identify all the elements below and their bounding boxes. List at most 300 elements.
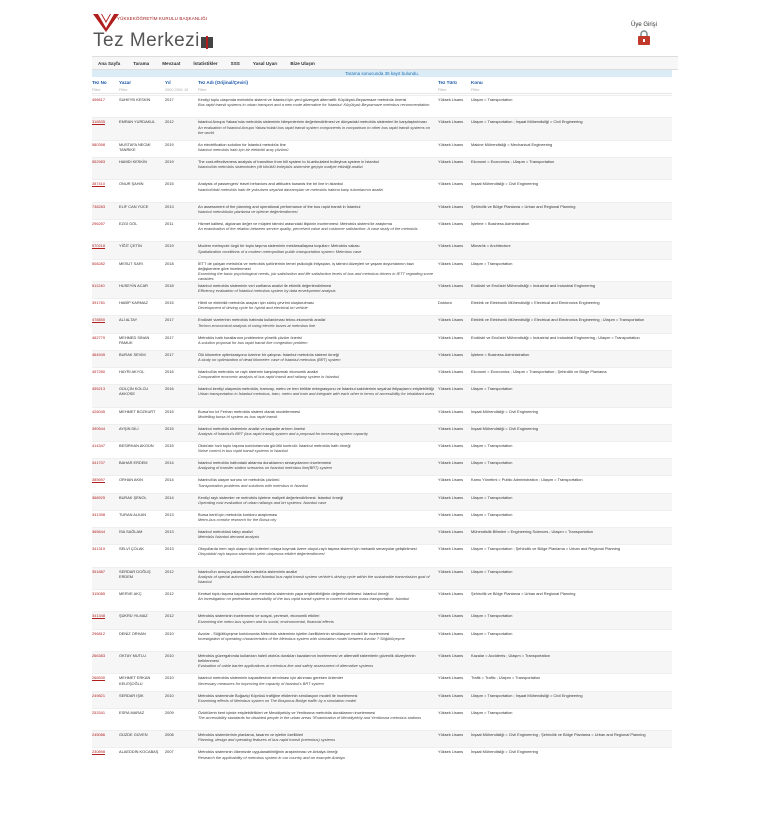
subject-cell: Ekonomi = Economics ; Ulaşım = Transportation ; Şehircilik ve Bölge Planlama (471, 369, 607, 374)
year-cell: 2009 (165, 709, 174, 715)
type-cell: Yüksek Lisans (438, 386, 464, 392)
year-cell: 2015 (165, 181, 174, 187)
title-original: Avcılar - Söğütlüçeşme koridorunda Metrobüs sisteminin işletim özelliklerinin simülasyon modeli ile incelenmesi (198, 630, 390, 636)
filter-divider (92, 93, 672, 94)
thesis-no-link[interactable]: 315085 (92, 591, 105, 596)
title-translation: A solution proposal for bus rapid transit line congestion problem (198, 339, 308, 345)
type-cell: Yüksek Lisans (438, 408, 464, 414)
author-cell: OKTAY MUTLU (119, 653, 147, 658)
thesis-no-link[interactable]: 478850 (92, 317, 105, 323)
filter-title[interactable]: Filtre (198, 88, 207, 92)
type-cell: Yüksek Lisans (438, 159, 464, 164)
year-cell: 2017 (165, 351, 174, 357)
subject-cell: Elektrik ve Elektronik Mühendisliği = Electrical and Electronics Engineering (471, 300, 600, 306)
author-cell: YİĞİT ÇETİN (119, 243, 142, 249)
type-cell: Yüksek Lisans (438, 443, 464, 448)
table-row (92, 350, 672, 368)
table-row (92, 708, 672, 731)
thesis-no-link[interactable]: 511240 (92, 283, 105, 288)
login-button[interactable] (624, 22, 664, 46)
year-cell: 2015 (165, 408, 174, 414)
author-cell: MESUT SARI (119, 260, 143, 266)
thesis-no-link[interactable]: 266530 (92, 675, 105, 681)
title-translation: İstanbul'da metrobüs sisteminden çift körüklü troleybüs sistemine geçişin maliyet etkinliği analizi (198, 164, 363, 170)
year-cell: 2019 (165, 159, 174, 164)
thesis-no-link[interactable]: 316535 (92, 119, 105, 125)
title-translation: Operating cost evaluation of urban railways and brt systems: İstanbul case (198, 499, 327, 505)
author-cell: GÜLÇİN KOLCU AKKOSE (119, 386, 149, 397)
title-cell (198, 495, 436, 505)
title-original: The cost-effectiveness analysis of transition from bill system to bi-articulated trolleybus system in İstanbul (198, 159, 379, 164)
title-translation: The accessibility standards for disabled people in the urban areas ?Examination of Mecidiyeköy and Yenibosna metrobus stations (198, 715, 422, 720)
thesis-no-link[interactable]: 368925 (92, 494, 105, 500)
subject-cell: Elektrik ve Elektronik Mühendisliği = Electrical and Electronics Engineering ; Ulaşım = Transportation (471, 317, 645, 323)
thesis-no-link[interactable]: 341348 (92, 613, 105, 619)
header (0, 0, 767, 60)
thesis-no-link[interactable]: 508282 (92, 260, 105, 266)
subject-cell: Makine Mühendisliği = Mechanical Engineering (471, 141, 553, 147)
author-cell: HAYRİ AKYOL (119, 369, 145, 374)
nav-item[interactable]: Mevzuat (162, 60, 181, 66)
type-cell: Yüksek Lisans (438, 709, 464, 715)
year-cell: 2010 (165, 692, 174, 698)
nav-item[interactable]: Bize Ulaşın (290, 60, 315, 66)
year-cell: 2014 (165, 477, 174, 483)
subject-cell: Ulaşım = Transportation (471, 260, 513, 266)
title-cell (198, 221, 436, 231)
type-cell: Yüksek Lisans (438, 749, 464, 755)
thesis-no-link[interactable]: 391781 (92, 300, 105, 306)
thesis-no-link[interactable]: 414347 (92, 443, 105, 448)
table-row (92, 691, 672, 709)
table-row (92, 140, 672, 158)
author-cell: İSA SAĞLAM (119, 529, 143, 534)
title-translation: Techno-economical analysis of using electric buses at metrobus line (198, 322, 316, 328)
year-cell: 2018 (165, 260, 174, 266)
author-cell: ESRA MARAZ (119, 709, 145, 715)
nav-item[interactable]: Tarama (133, 60, 150, 66)
title-original: Bursa kenti için metrobüs koridoru araştırması (198, 511, 278, 517)
subject-cell: Mühendislik Bilimleri = Engineering Sciences ; Ulaşım = Transportation (471, 529, 593, 534)
title-cell (198, 569, 436, 585)
title-cell (198, 710, 436, 720)
year-cell: 2016 (165, 386, 174, 392)
year-cell: 2008 (165, 732, 174, 738)
title-translation: An investigation on pedestrian accessibility of the bus rapid transit system in context of urban mass transportation: İstanbul (198, 596, 410, 602)
title-cell (198, 591, 436, 601)
author-cell: MEHMET ERKAN KELEŞOĞLU (119, 675, 151, 686)
thesis-no-link[interactable]: 552983 (92, 159, 105, 164)
title-translation: Noise control in bus rapid transit systems in İstanbul (198, 448, 288, 454)
title-original: Analysis of passengers' travel behaviors and attitudes towards the bri line in istanbul (198, 181, 343, 187)
title-cell (198, 529, 436, 539)
title-translation: Planning, design and operating features of bus rapid transit (metrobus) systems (198, 737, 336, 743)
title-original: Metrobüs sistemlerinin planlama, tasarım ve işletim özellikleri (198, 732, 304, 738)
title-cell (198, 386, 436, 396)
nav-item[interactable]: İstatistikler (193, 60, 218, 66)
type-cell: Yüksek Lisans (438, 203, 464, 209)
author-cell: EMRAN YURDAKUL (119, 119, 156, 125)
table-row (92, 95, 672, 118)
book-icon (201, 36, 213, 49)
thesis-no-link[interactable]: 457280 (92, 369, 105, 374)
title-cell (198, 335, 436, 345)
subject-cell: Ulaşım = Transportation (471, 511, 513, 517)
year-cell: 2013 (165, 511, 174, 517)
title-cell (198, 97, 436, 107)
subject-cell: Ulaşım = Transportation (471, 613, 513, 619)
table-row (92, 629, 672, 652)
title-cell (198, 546, 436, 556)
title-original: Modern metropole özgü bir toplu taşıma sisteminin mekânsallaşma koşulları: Metrobüs vakası (198, 243, 360, 249)
table-row (92, 458, 672, 476)
title-translation: Examining the metro-bus system and its social, environmental, financial effects (198, 618, 334, 624)
type-cell: Yüksek Lisans (438, 494, 464, 500)
year-cell: 2010 (165, 653, 174, 658)
author-cell: SELVİ ÇOLAK (119, 546, 145, 552)
subject-cell: Ekonomi = Economics ; Ulaşım = Transportation (471, 159, 555, 164)
table-row (92, 333, 672, 351)
subject-cell: Ulaşım = Transportation (471, 97, 513, 102)
author-cell: BURAK ŞENOL (119, 494, 147, 500)
subject-cell: İnşaat Mühendisliği = Civil Engineering (471, 749, 538, 755)
subject-cell: İnşaat Mühendisliği = Civil Engineering (471, 425, 538, 431)
year-cell: 2010 (165, 675, 174, 681)
table-row (92, 219, 672, 242)
title-original: Kentiçi toplu ulaşımda metrobüs sistemi ve İstanbul için yeni güzergah alternatifi: Küçükyalı-Beyazmaze metrobüs önerisi (198, 97, 407, 102)
filter-subject[interactable]: Filtre (471, 88, 480, 92)
title-original: İstanbul'un avrupa yakası'nda metrobüs sisteminin analizi (198, 568, 298, 574)
year-cell: 2012 (165, 568, 174, 574)
subject-cell: Kazalar = Accidents ; Ulaşım = Transportation (471, 653, 550, 658)
author-cell: BESİRHAN AKGÜN (119, 443, 154, 448)
subject-cell: Endüstri ve Endüstri Mühendisliği = Industrial and Industrial Engineering (471, 283, 596, 288)
table-row (92, 544, 672, 567)
author-cell: SERDAR IŞIK (119, 692, 144, 698)
title-translation: Urban transportation in İstanbul metrobus, tram, metro and train and integrate with each other in terms of accessibility for inhabitant users (198, 391, 435, 397)
thesis-no-link[interactable]: 570218 (92, 243, 105, 249)
title-original: İstanbul metrobüs sisteminin kapasitesinin artırılması için alınması gereken önlemler (198, 675, 344, 681)
author-cell: SUHEYB KESKİN (119, 97, 151, 102)
thesis-no-link[interactable]: 296812 (92, 630, 105, 636)
thesis-no-link[interactable]: 390544 (92, 425, 105, 431)
author-cell: GÜZDE GÜVEN (119, 732, 148, 738)
title-translation: Investigation of operating characteristics of the Metrobus system with simulation model between Avcılar ? Söğütlüçeşme (198, 635, 405, 641)
year-cell: 2014 (165, 460, 174, 466)
type-cell: Yüksek Lisans (438, 692, 464, 698)
type-cell: Yüksek Lisans (438, 221, 464, 226)
type-cell: Yüksek Lisans (438, 477, 464, 483)
year-cell: 2017 (165, 97, 174, 102)
thesis-no-link[interactable]: 426045 (92, 408, 105, 414)
table-row (92, 367, 672, 385)
title-cell (198, 261, 436, 282)
type-cell: Yüksek Lisans (438, 511, 464, 517)
title-original: Ölü kilometre optimizasyonu üzerine bir çalışma: İstanbul metrobüs sistemi örneği (198, 351, 339, 357)
title-translation: Analyzing of transfer station scenarios on İstanbul metrobus line(BRT) system (198, 465, 332, 471)
type-cell: Yüksek Lisans (438, 591, 464, 596)
year-cell: 2012 (165, 591, 174, 596)
thesis-no-link[interactable]: 230898 (92, 749, 105, 755)
title-translation: Otoyoldaki raylı taşıma sisteminin şehir ulaşımına etkileri değerlendirmesi (198, 551, 325, 557)
subject-cell: İnşaat Mühendisliği = Civil Engineering ; Şehircilik ve Bölge Planlama = Urban and Regional Planning (471, 732, 646, 738)
subject-cell: Ulaşım = Transportation (471, 709, 513, 715)
title-original: An assessment of the planning and operational performance of the bus rapid transit in İstanbul (198, 203, 361, 209)
thesis-no-link[interactable]: 580398 (92, 141, 105, 147)
thesis-no-link[interactable]: 253341 (92, 709, 105, 715)
table-row (92, 315, 672, 333)
title-cell (198, 613, 436, 623)
title-cell (198, 300, 436, 310)
type-cell: Yüksek Lisans (438, 369, 464, 374)
title-translation: Spatialization conditions of a modern metropolitan public transportation system: Metrobus case (198, 248, 362, 254)
title-original: İstanbul kentiçi ulaşımda metrobüs, tramvay, metro ve tren birlikte entegrasyonu ve İstanbul sakinlerinin seyahat ihtiyaçlarını erişilebilirliği (198, 386, 434, 392)
thesis-no-link[interactable]: 738283 (92, 203, 105, 209)
subject-cell: Ulaşım = Transportation (471, 386, 513, 392)
thesis-no-link[interactable]: 245086 (92, 732, 105, 738)
title-cell (198, 181, 436, 191)
type-cell: Yüksek Lisans (438, 351, 464, 357)
title-original: Hizmet kalitesi, algılanan değer ve müşteri tatmini arasındaki ilişkinin incelenmesi: Metrobüs sistemi ile araştırma (198, 221, 392, 226)
login-label: Üye Girişi (630, 22, 657, 28)
author-cell: HUSEYİN ACAR (119, 283, 148, 288)
author-cell: SERDAR DOĞUŞ ERDEM (119, 568, 151, 579)
type-cell: Yüksek Lisans (438, 630, 464, 636)
title-cell (198, 352, 436, 362)
thesis-no-link[interactable]: 249821 (92, 692, 105, 698)
year-cell: 2019 (165, 243, 174, 249)
thesis-no-link[interactable]: 464945 (92, 351, 105, 357)
year-cell: 2012 (165, 613, 174, 619)
type-cell: Yüksek Lisans (438, 181, 464, 187)
subject-cell: Kamu Yönetimi = Public Administration ; Ulaşım = Transportation (471, 477, 583, 483)
table-row (92, 259, 672, 282)
type-cell: Doktora (438, 300, 452, 306)
year-cell: 2007 (165, 749, 174, 755)
title-original: Metrobüs sisteminin ülkemizde uygulanabilirliğinin araştırılması ve Antalya örneği (198, 749, 338, 755)
subject-cell: Ulaşım = Transportation (471, 568, 513, 574)
type-cell: Yüksek Lisans (438, 732, 464, 738)
title-original: Metrobüs güzergahında kullanılan haleli otobüs durakları kazalarının incelenmesi ve alternatif sistemlerin güvenlik düzeylerinin belirlenmesi (198, 653, 416, 664)
subject-cell: İnşaat Mühendisliği = Civil Engineering (471, 408, 538, 414)
title-cell (198, 243, 436, 253)
table-row (92, 202, 672, 220)
table-row (92, 747, 672, 765)
title-original: Metrobüs sisteminin incelenmesi ve sosyal, çevresel, ekonomik etkileri (198, 613, 320, 619)
thesis-no-link[interactable]: 266383 (92, 653, 105, 658)
title-original: An electrification solution for İstanbul metrobüs line (198, 141, 286, 147)
year-cell: 2017 (165, 334, 174, 340)
title-original: Özürlülerin kent içinde erişilebilirlikleri ve Mecidiyeköy ve Yenibosna metrobüs duraklarının incelenmesi (198, 709, 376, 715)
col-header-subject[interactable]: Konu (471, 80, 483, 85)
subject-cell: Ulaşım = Transportation (471, 460, 513, 466)
title-translation: İstanbul'daki metrobüs hattı ile yolcuların seyahat davranışları ve metrobüs hattına karşı tutumlarının analizi (198, 186, 383, 192)
title-original: Kentsel toplu taşıma kapasitesinde metrobüs sisteminin yaya erişilebilirliğinin değerlendirilmesi: İstanbul örneği (198, 591, 389, 596)
year-cell: 2013 (165, 546, 174, 552)
table-row (92, 424, 672, 442)
year-cell: 2011 (165, 221, 174, 226)
title-cell (198, 477, 436, 487)
title-cell (198, 443, 436, 453)
title-original: İstanbul'da ulaşım sorunu ve metrobüs çözümü (198, 477, 280, 483)
title-cell (198, 653, 436, 669)
author-cell: MEHMED SİNAN PAMUK (119, 334, 150, 345)
title-original: Hibrit ve elektrikli metrobüs araçları için sürüş çevrimi oluşturulması (198, 300, 314, 306)
author-cell: MERVE AKÇ (119, 591, 142, 596)
subject-cell: İşletme = Business Administration (471, 221, 530, 226)
type-cell: Yüksek Lisans (438, 141, 464, 147)
thesis-no-link[interactable]: 365644 (92, 529, 105, 534)
title-original: İstanbul Avrupa Yakası'nda metrobüs sisteminin bileşenlerinin değerlendirilmesi ve dünyadaki metrobüs sistemleri ile karşılaştırılması (198, 119, 427, 125)
title-translation: Metro-bus corridor research for the Bursa city (198, 517, 277, 522)
col-header-type[interactable]: Tez Türü (438, 80, 457, 85)
title-original: İstanbul metrobüs hattındaki aktarma duraklarının senaryolarının incelenmesi (198, 460, 331, 466)
title-original: Kentiçi raylı sistemler ve metrobüs işletme maliyeti değerlendirilmesi: İstanbul örneği (198, 494, 344, 500)
table-row (92, 589, 672, 612)
subject-cell: Trafik = Traffic ; Ulaşım = Transportation (471, 675, 541, 681)
thesis-no-link[interactable]: 341707 (92, 460, 105, 466)
year-cell: 2017 (165, 317, 174, 323)
author-cell: HAMDİ KESKİN (119, 159, 147, 164)
filter-type[interactable]: Filtre (438, 88, 447, 92)
type-cell: Yüksek Lisans (438, 260, 464, 266)
nav-item[interactable]: SSS (230, 60, 240, 66)
type-cell: Yüksek Lisans (438, 546, 464, 552)
col-header-author[interactable]: Yazar (119, 80, 132, 85)
author-cell: BAHAR ERDEM (119, 460, 148, 466)
col-header-title[interactable]: Tez Adı (Orijinal/Çeviri) (198, 80, 249, 85)
author-cell: ELİF CAN YÜCE (119, 203, 149, 209)
logo-subtitle: YÜKSEKÖĞRETİM KURULU BAŞKANLIĞI (117, 16, 208, 21)
title-original: Metrobüs sisteminde Boğaziçi Köprüsü trafiğine etkilerinin simülasyon modeli ile incelenmesi (198, 692, 358, 698)
col-header-no[interactable]: Tez No (92, 80, 107, 85)
thesis-no-link[interactable]: 387410 (92, 181, 105, 187)
author-cell: TURAN ALKAN (119, 511, 147, 517)
year-cell: 2015 (165, 300, 174, 306)
author-cell: AYŞIN DİLİ (119, 425, 139, 431)
nav-item[interactable]: Ana Sayfa (98, 60, 121, 66)
subject-cell: Ulaşım = Transportation ; İnşaat Mühendisliği = Civil Engineering (471, 119, 583, 125)
table-row (92, 407, 672, 425)
thesis-no-link[interactable]: 462779 (92, 334, 105, 340)
table-row (92, 441, 672, 459)
table-row (92, 730, 672, 748)
type-cell: Yüksek Lisans (438, 653, 464, 658)
title-translation: Development of driving cycle for hybrid and electrical bri vehicle (198, 305, 308, 311)
table-row (92, 117, 672, 140)
title-cell (198, 283, 436, 293)
year-cell: 2019 (165, 141, 174, 147)
subject-cell: İşletme = Business Administration (471, 351, 530, 357)
subject-cell: Ulaşım = Transportation (471, 494, 513, 500)
title-translation: İstanbul metrobüs hattı için bir elektrikli araç çözümü (198, 147, 289, 152)
title-original: İstanbul metrobüs sisteminin analizi ve kapasite artırım önerisi (198, 425, 306, 431)
thesis-no-link[interactable]: 351887 (92, 568, 105, 574)
title-translation: Research the applicability of metrobus system in our country and an example Antalya (198, 754, 345, 760)
title-original: İstanbul metrobüsü talep analizi (198, 529, 253, 534)
type-cell: Yüksek Lisans (438, 425, 464, 431)
title-original: İstanbul metrobüs sisteminin veri zarflama analizi ile etkinlik değerlendirilmesi (198, 283, 332, 288)
logo-title: Tez Merkezi (93, 30, 200, 51)
filter-no[interactable]: Filtre (92, 88, 101, 92)
thesis-no-link[interactable]: 341319 (92, 546, 105, 552)
title-translation: Examining effects of Metrobus system on The Bosporus Bridge traffic by a simulation model (198, 697, 357, 703)
nav-item[interactable]: Yasal Uyarı (252, 60, 278, 66)
subject-cell: Ulaşım = Transportation (471, 443, 513, 448)
title-translation: Analysis of special automobile's and İstanbul bus rapid transit system vehicle's driving cycle within the sustainable transmission goal of İstanbul (198, 573, 430, 584)
author-cell: DENİZ ORHAN (119, 630, 146, 636)
title-cell (198, 512, 436, 522)
title-original: İstanbul'da metrobüs ve raylı sistemin karşılaştırmalı ekonomik analizi (198, 369, 319, 374)
year-cell: 2010 (165, 630, 174, 636)
subject-cell: Şehircilik ve Bölge Planlama = Urban and Regional Planning (471, 591, 576, 596)
year-cell: 2015 (165, 425, 174, 431)
title-translation: Comparative economic analysis of bus rapid transit and railway system in İstanbul (198, 374, 339, 380)
title-translation: Modelling bursa Irl system as bus rapid transit (198, 413, 278, 419)
table-row (92, 611, 672, 629)
subject-cell: Ulaşım = Transportation ; İnşaat Mühendisliği = Civil Engineering (471, 692, 583, 698)
thesis-no-link[interactable]: 455213 (92, 386, 105, 392)
table-row (92, 651, 672, 674)
results-banner: Tarama sonucunda 35 kayıt bulundu. (92, 70, 672, 77)
year-cell: 2016 (165, 369, 174, 374)
thesis-no-link[interactable]: 341398 (92, 511, 105, 517)
type-cell: Yüksek Lisans (438, 119, 464, 125)
title-cell (198, 409, 436, 419)
type-cell: Yüksek Lisans (438, 613, 464, 619)
title-original: Endüstri vizelerinin metrobüs hattında kullanılması tekno-ekonomik analizi (198, 317, 326, 323)
year-cell: 2018 (165, 283, 174, 288)
title-cell (198, 749, 436, 759)
table-row (92, 567, 672, 590)
title-translation: Bus rapid transit systems in urban transport and a new route alternative for İstanbul: Küçükyalı-Beyazmaze metrobus recommendation (198, 102, 430, 108)
type-cell: Yüksek Lisans (438, 460, 464, 466)
subject-cell: Endüstri ve Endüstri Mühendisliği = Industrial and Industrial Engineering ; Ulaşım = Transportation (471, 334, 640, 340)
thesis-no-link[interactable]: 496617 (92, 97, 105, 102)
lock-icon (636, 30, 652, 46)
title-translation: A study on optimization of dead kilometer: case of İstanbul metrobus (BRT) system (198, 357, 341, 362)
title-cell (198, 317, 436, 327)
main-nav (92, 56, 678, 70)
type-cell: Yüksek Lisans (438, 529, 464, 534)
table-row (92, 493, 672, 511)
subject-cell: Mimarlık = Architecture (471, 243, 511, 249)
title-cell (198, 693, 436, 703)
title-cell (198, 675, 436, 685)
title-translation: Analysis of İstanbul's BRT (bus rapid transit) system and a proposal for increasing system capacity (198, 431, 368, 436)
title-translation: Necessary measures for improving the capacity of İstanbul's BRT system (198, 680, 324, 686)
title-cell (198, 119, 436, 135)
table-row (92, 157, 672, 180)
author-cell: ALAEDDİN KOCABAŞ (119, 749, 159, 755)
thesis-no-link[interactable]: 385697 (92, 477, 105, 483)
col-header-year[interactable]: Yıl (165, 80, 171, 85)
title-cell (198, 732, 436, 742)
table-row (92, 241, 672, 259)
type-cell: Yüksek Lisans (438, 243, 464, 249)
title-translation: Metrobüs İstanbul demand analysis (198, 534, 260, 540)
title-translation: Efficiency evaluation of İstanbul metrobus system by data envelopment analysis (198, 288, 336, 294)
filter-year[interactable]: 2000 2001 19 (165, 88, 189, 92)
title-translation: An evaluation of İstanbul Avrupa Yakası'ndaki bus rapid transit system components in comparison to other bus rapid transit systems on the world (198, 124, 430, 135)
filter-author[interactable]: Filtre (119, 88, 128, 92)
author-cell: MEHMET BOZKURT (119, 408, 156, 414)
title-cell (198, 426, 436, 436)
type-cell: Yüksek Lisans (438, 97, 464, 102)
title-translation: Evaluation of cable barrier applications at metrobus line and safety assessment of alternative systems (198, 663, 374, 669)
thesis-no-link[interactable]: 296257 (92, 221, 105, 226)
type-cell: Yüksek Lisans (438, 317, 464, 323)
